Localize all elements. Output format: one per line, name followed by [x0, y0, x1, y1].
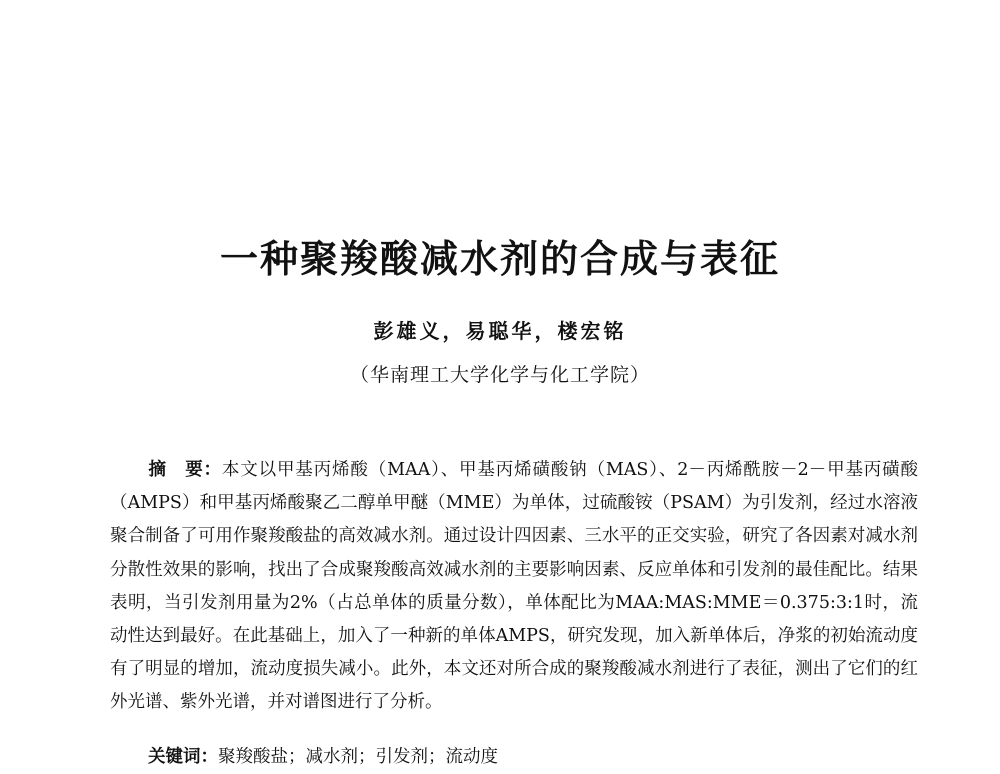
paper-title: 一种聚羧酸减水剂的合成与表征	[219, 236, 780, 281]
abstract-text: 本文以甲基丙烯酸（MAA）、甲基丙烯磺酸钠（MAS）、2－丙烯酰胺－2－甲基丙磺酸（AMPS）和甲基丙烯酸聚乙二醇单甲醚（MME）为单体，过硫酸铵（PSAM）为引发剂，经过水溶液聚合制备了可用作聚羧酸盐的高效减水剂。通过设计四因素、三水平的正交实验，研究了各因素对减水剂分散性效果的影响，找出了合成聚羧酸高效减水剂的主要影响因素、反应单体和引发剂的最佳配比。结果表明，当引发剂用量为2%（占总单体的质量分数），单体配比为MAA:MAS:MME＝0.375:3:1时，流动性达到最好。在此基础上，加入了一种新的单体AMPS，研究发现，加入新单体后，净浆的初始流动度有了明显的增加，流动度损失减小。此外，本文还对所合成的聚羧酸减水剂进行了表征，测出了它们的红外光谱、紫外光谱，并对谱图进行了分析。	[110, 460, 918, 713]
abstract-label: 摘 要：	[148, 460, 222, 480]
abstract-paragraph	[110, 454, 918, 720]
keywords-line	[148, 741, 928, 774]
keywords-label: 关键词：	[148, 747, 218, 767]
keywords-text: 聚羧酸盐；减水剂；引发剂；流动度	[218, 747, 498, 767]
paper-authors: 彭雄义，易聪华，楼宏铭	[373, 319, 627, 343]
paper-affiliation: （华南理工大学化学与化工学院）	[349, 364, 650, 386]
